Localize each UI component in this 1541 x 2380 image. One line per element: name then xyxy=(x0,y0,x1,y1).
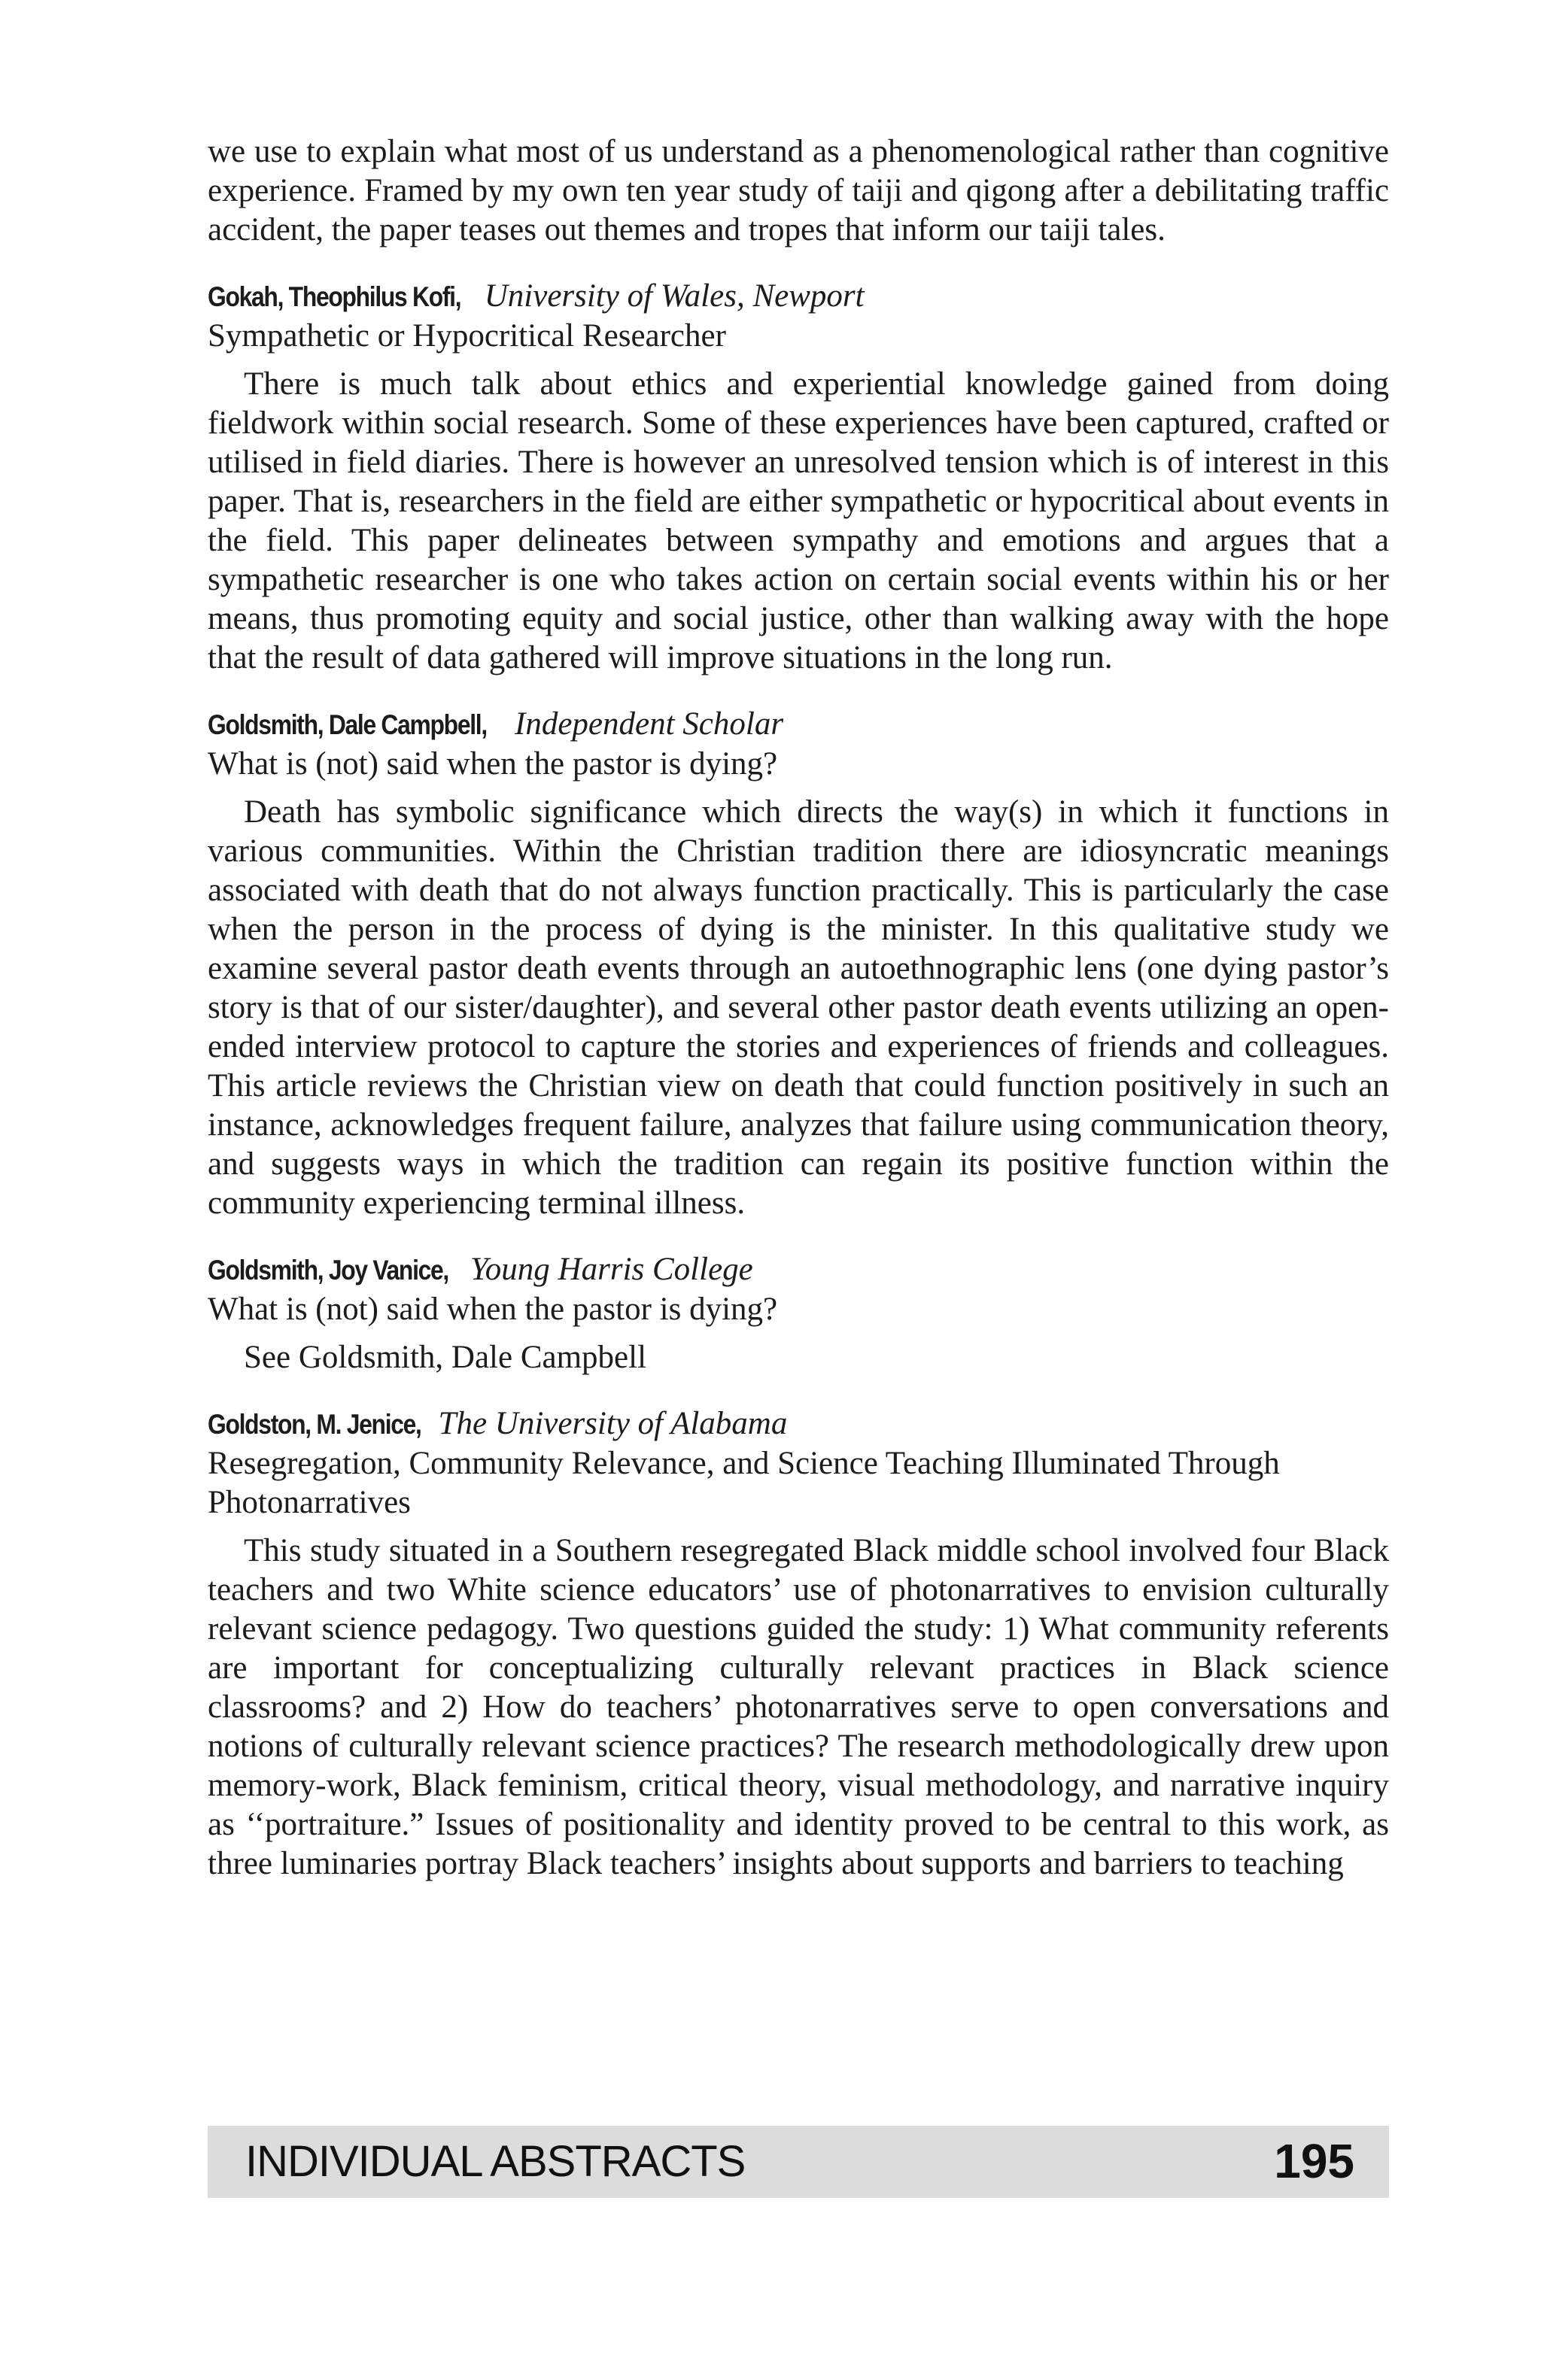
abstract-entry xyxy=(208,1404,1389,1884)
paper-title: What is (not) said when the pastor is dying? xyxy=(208,746,778,782)
paper-title: Sympathetic or Hypocritical Researcher xyxy=(208,318,726,354)
abstract-text: See Goldsmith, Dale Campbell xyxy=(244,1340,647,1375)
page-number: 195 xyxy=(1274,2134,1354,2188)
abstract-text: Death has symbolic significance which directs the way(s) in which it functions in various communities. Within the Christian tradition there are idiosyncratic meanings associated with death that do not always function practically. This is particularly the case when the person in the process of dying is the minister. In this qualitative study we examine several pastor death events through an autoethnographic lens (one dying pastor’s story is that of our sister/daughter), and several other pastor death events utilizing an open-ended interview protocol to capture the stories and experiences of friends and colleagues. This article reviews the Christian view on death that could function positively in such an instance, acknowledges frequent failure, analyzes that failure using communication theory, and suggests ways in which the tradition can regain its positive function within the community experiencing terminal illness. xyxy=(208,794,1389,1221)
entry-header xyxy=(208,277,1389,317)
abstract-entry xyxy=(208,277,1389,678)
author-name: Goldston, M. Jenice, xyxy=(208,1409,421,1440)
abstract-text: This study situated in a Southern resegregated Black middle school involved four Black teachers and two White science educators’ use of photonarratives to envision culturally relevant science pedagogy. Two questions guided the study: 1) What community referents are important for conceptualizing culturally relevant practices in Black science classrooms? and 2) How do teachers’ photonarratives serve to open conversations and notions of culturally relevant science practices? The research methodologically drew upon memory-work, Black feminism, critical theory, visual methodology, and narrative inquiry as ‘‘portraiture.” Issues of positionality and identity proved to be central to this work, as three luminaries portray Black teachers’ insights about supports and barriers to teaching xyxy=(208,1533,1389,1881)
affiliation: Independent Scholar xyxy=(515,706,784,742)
abstract-entry xyxy=(208,705,1389,1223)
entry-header xyxy=(208,1250,1389,1290)
section-label: INDIVIDUAL ABSTRACTS xyxy=(245,2137,746,2186)
entry-header xyxy=(208,1404,1389,1444)
author-name: Goldsmith, Joy Vanice, xyxy=(208,1255,448,1286)
affiliation: University of Wales, Newport xyxy=(484,278,865,314)
page-body xyxy=(208,132,1389,1911)
paper-title: Resegregation, Community Relevance, and Science Teaching Illuminated Through Photonarratives xyxy=(208,1446,1280,1520)
paper-title: What is (not) said when the pastor is dying? xyxy=(208,1292,778,1327)
page-footer xyxy=(208,2126,1389,2198)
abstract-text: There is much talk about ethics and experiential knowledge gained from doing fieldwork within social research. Some of these experiences have been captured, crafted or utilised in field diaries. There is however an unresolved tension which is of interest in this paper. That is, researchers in the field are either sympathetic or hypocritical about events in the field. This paper delineates between sympathy and emotions and argues that a sympathetic researcher is one who takes action on certain social events within his or her means, thus promoting equity and social justice, other than walking away with the hope that the result of data gathered will improve situations in the long run. xyxy=(208,366,1389,675)
author-name: Gokah, Theophilus Kofi, xyxy=(208,281,461,312)
author-name: Goldsmith, Dale Campbell, xyxy=(208,709,487,740)
abstract-entry xyxy=(208,1250,1389,1377)
entry-header xyxy=(208,705,1389,745)
affiliation: Young Harris College xyxy=(470,1252,753,1287)
continued-abstract-text: we use to explain what most of us understand as a phenomenological rather than cognitive experience. Framed by my own ten year study of taiji and qigong after a debilitating traffic accident, the paper teases out themes and tropes that inform our taiji tales. xyxy=(208,134,1389,247)
affiliation: The University of Alabama xyxy=(438,1406,788,1441)
